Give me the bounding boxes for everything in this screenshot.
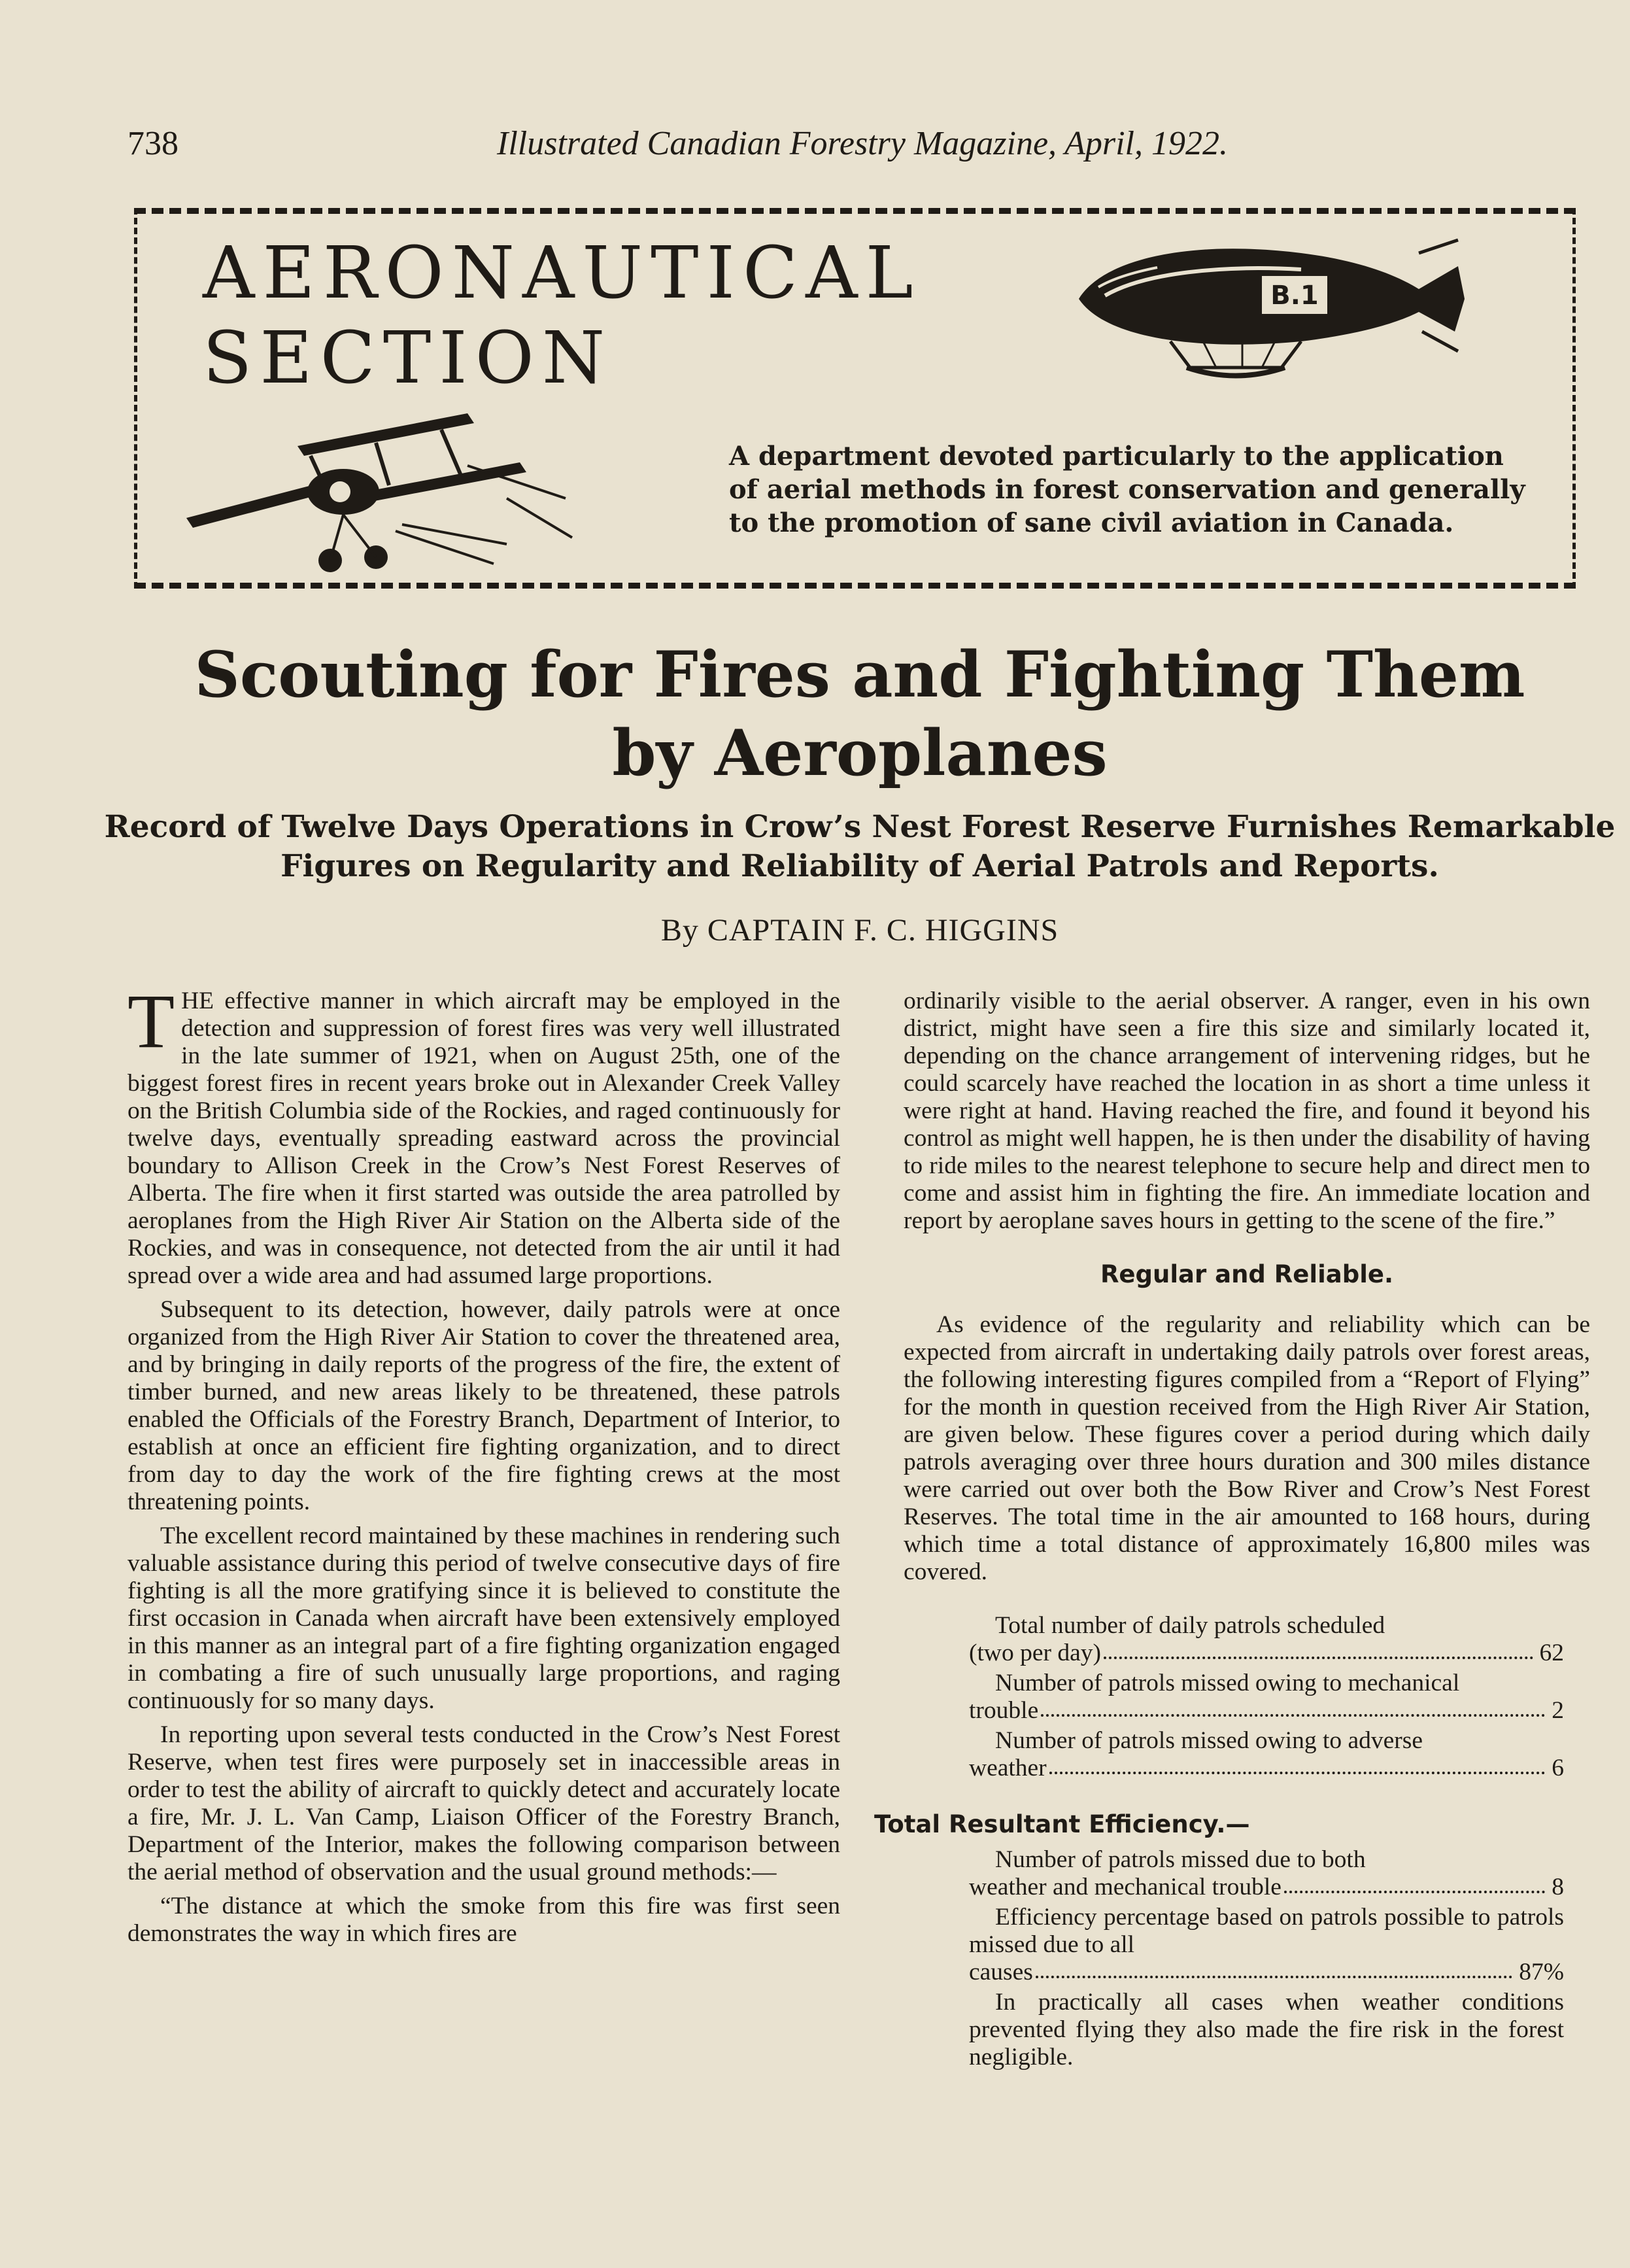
magazine-title: Illustrated Canadian Forestry Magazine, April, 1922. — [497, 125, 1228, 162]
article-subtitle-line2: Figures on Regularity and Reliability of Aerial Patrols and Reports. — [280, 848, 1439, 884]
byline: By CAPTAIN F. C. HIGGINS — [660, 913, 1059, 948]
airship-marking: B.1 — [1270, 281, 1319, 311]
stat-label-end: weather — [969, 1755, 1047, 1781]
article-subtitle — [0, 808, 1630, 886]
stat-label-end: trouble — [969, 1697, 1039, 1724]
biplane-illustration — [180, 400, 585, 577]
dot-leader — [1041, 1697, 1545, 1717]
stat-both — [969, 1846, 1564, 1901]
dot-leader — [1049, 1755, 1546, 1774]
section-heading — [203, 230, 921, 400]
dot-leader — [1036, 1959, 1512, 1978]
stat-value: 62 — [1539, 1640, 1564, 1666]
page-number: 738 — [127, 125, 178, 162]
stat-label: Total number of daily patrols scheduled — [995, 1612, 1385, 1639]
section-description: A department devoted particularly to the application of aerial methods in forest conservation and generally to the promotion of sane civil aviation in Canada. — [729, 441, 1525, 538]
stat-value: 87% — [1519, 1959, 1564, 1985]
stat-scheduled — [969, 1612, 1564, 1667]
aeronautical-section-box — [134, 208, 1576, 589]
article-title-line2: by Aeroplanes — [612, 716, 1108, 790]
stat-label: Number of patrols missed due to both — [995, 1846, 1366, 1873]
stat-label: Number of patrols missed owing to adverse — [995, 1727, 1423, 1754]
closing-note: In practically all cases when weather conditions prevented flying they also made the fire risk in the forest negligible. — [969, 1989, 1564, 2070]
paragraph-4: In reporting upon several tests conducted in the Crow’s Nest Forest Reserve, when test fires were purposely set in inaccessible areas in order to test the ability of aircraft to quickly detect and accurately locate a fire, Mr. J. L. Van Camp, Liaison Officer of the Forestry Branch, Department of the Interior, makes the following comparison between the aerial method of observation and the usual ground methods:— — [127, 1721, 840, 1885]
stat-value: 2 — [1552, 1697, 1564, 1724]
stat-weather — [969, 1727, 1564, 1782]
stat-label: Efficiency percentage based on patrols possible to patrols missed due to all — [969, 1904, 1564, 1958]
patrol-statistics — [969, 1612, 1564, 1782]
section-heading-line1: AERONAUTICAL — [203, 231, 921, 315]
drop-cap: T — [127, 978, 175, 1064]
efficiency-statistics — [969, 1846, 1564, 2071]
paragraph-7: As evidence of the regularity and reliability which can be expected from aircraft in undertaking daily patrols over forest areas, the following interesting figures compiled from a “Report of Flying” for the month in question received from the High River Air Station, are given below. These figures cover a period during which daily patrols averaging over three hours duration and 300 miles distance were carried out over both the Bow River and Crow’s Nest Forest Reserves. The total time in the air amounted to 168 hours, during which time a total distance of approximately 16,800 miles was covered. — [904, 1311, 1590, 1585]
paragraph-1-text: HE effective manner in which aircraft may be employed in the detection and suppression of forest fires was very well illustrated in the late summer of 1921, when on August 25th, one of the biggest forest fires in recent years broke out in Alexander Creek Valley on the British Columbia side of the Rockies, and raged continuously for twelve days, eventually spreading eastward across the provincial boundary to Allison Creek in the Crow’s Nest Forest Reserves of Alberta. The fire when it first started was outside the area patrolled by aeroplanes from the High River Air Station on the Alberta side of the Rockies, and was in consequence, not detected from the air until it had spread over a wide area and had assumed large proportions. — [127, 988, 840, 1289]
paragraph-3: The excellent record maintained by these machines in rendering such valuable assistance during this period of twelve consecutive days of fire fighting is all the more gratifying since it is believed to constitute the first occasion in Canada when aircraft have been extensively employed in this manner as an integral part of a fire fighting organization engaged in combating a fire of such unusually large proportions, and raging continuously for so many days. — [127, 1522, 840, 1714]
left-column — [127, 978, 840, 1954]
regular-reliable-heading: Regular and Reliable. — [1100, 1260, 1394, 1288]
stat-label: Number of patrols missed owing to mechanical — [995, 1670, 1460, 1696]
airship-illustration — [1066, 227, 1471, 390]
section-heading-line2: SECTION — [203, 316, 613, 400]
article-title-line1: Scouting for Fires and Fighting Them — [194, 638, 1525, 712]
stat-efficiency — [969, 1904, 1564, 1986]
stat-label-end: (two per day) — [969, 1640, 1102, 1666]
stat-label-end: causes — [969, 1959, 1033, 1985]
article-title — [0, 636, 1630, 793]
paragraph-1 — [127, 978, 840, 1290]
paragraph-2: Subsequent to its detection, however, daily patrols were at once organized from the High River Air Station to cover the threatened area, and by bringing in daily reports of the progress of the fire, the extent of timber burned, and new areas likely to be threatened, these patrols enabled the Officials of the Forestry Branch, Department of Interior, to establish at once an efficient fire fighting organization, and to direct from day to day the work of the fire fighting crews at the most threatening points. — [127, 1296, 840, 1515]
dot-leader — [1284, 1874, 1545, 1893]
right-column — [874, 988, 1590, 2078]
article-subtitle-line1: Record of Twelve Days Operations in Crow’s Nest Forest Reserve Furnishes Remarkable — [104, 809, 1616, 845]
dot-leader — [1104, 1640, 1533, 1659]
paragraph-5: “The distance at which the smoke from this fire was first seen demonstrates the way in which fires are — [127, 1893, 840, 1947]
stat-mechanical — [969, 1670, 1564, 1725]
paragraph-6: ordinarily visible to the aerial observer. A ranger, even in his own district, might have seen a fire this size and similarly located it, depending on the chance arrangement of intervening ridges, but he could scarcely have reached the location in as short a time unless it were right at hand. Having reached the fire, and found it beyond his control as might well happen, he is then under the disability of having to ride miles to the nearest telephone to secure help and direct men to come and assist him in fighting the fire. An immediate location and report by aeroplane saves hours in getting to the scene of the fire.” — [904, 988, 1590, 1234]
running-head — [127, 124, 1453, 170]
stat-value: 6 — [1552, 1755, 1564, 1781]
stat-value: 8 — [1552, 1874, 1564, 1900]
total-efficiency-heading: Total Resultant Efficiency.— — [874, 1810, 1250, 1838]
stat-label-end: weather and mechanical trouble — [969, 1874, 1282, 1900]
